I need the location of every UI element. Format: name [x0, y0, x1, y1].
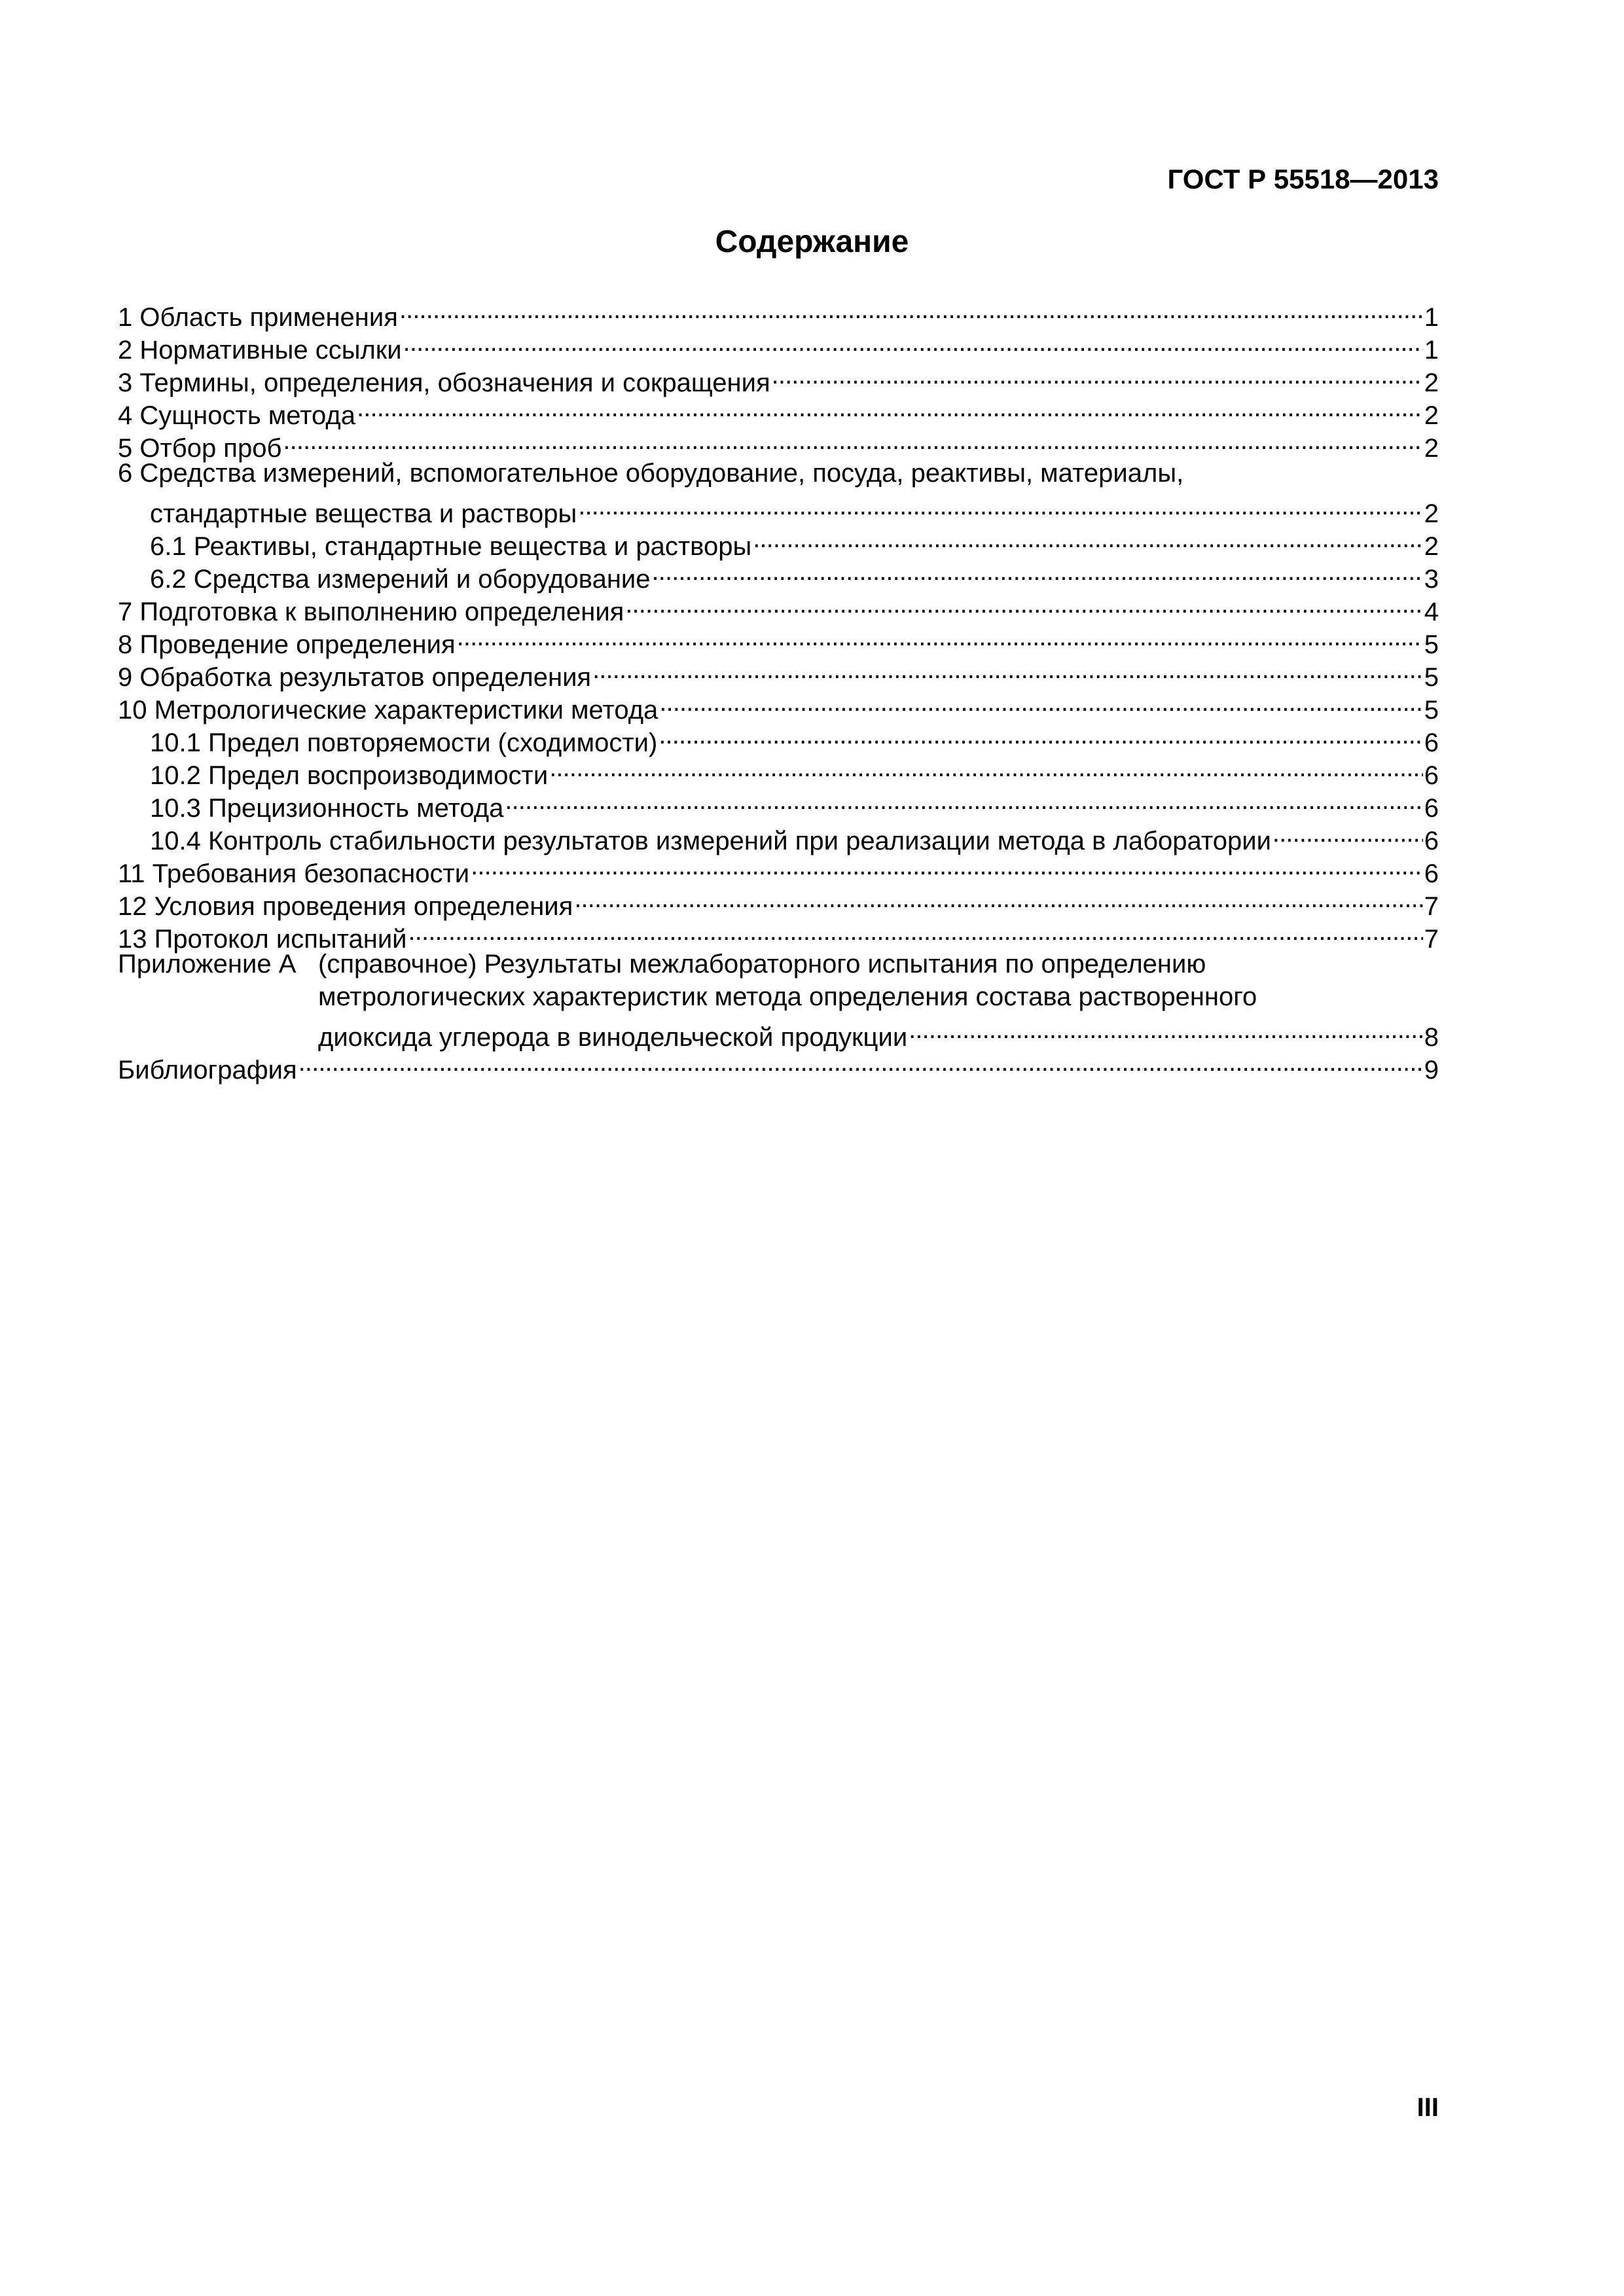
toc-entry-label: 3 Термины, определения, обозначения и сокращения [118, 368, 770, 397]
appendix-line [318, 1013, 1439, 1052]
dot-leader [625, 588, 1422, 620]
toc-entry-page: 7 [1424, 925, 1439, 954]
toc-entry-page: 2 [1424, 434, 1439, 463]
dot-leader [909, 1013, 1423, 1046]
appendix-line [318, 980, 1439, 1013]
dot-leader [399, 293, 1423, 326]
toc-entry-label: 11 Требования безопасности [118, 859, 470, 888]
toc-entry-label: 10.3 Прецизионность метода [150, 794, 504, 823]
toc-entry-label: 9 Обработка результатов определения [118, 663, 592, 692]
toc-entry-page: 2 [1424, 368, 1439, 397]
toc-entry-label: 6 Средства измерений, вспомогательное оборудование, посуда, реактивы, материалы, [118, 459, 1184, 488]
dot-leader [298, 1046, 1423, 1079]
toc-entry-label: 5 Отбор проб [118, 434, 282, 463]
toc-entry[interactable] [118, 457, 1439, 490]
toc-entry-page: 7 [1424, 892, 1439, 921]
toc-entry-label: 13 Протокол испытаний [118, 925, 407, 954]
toc-entry-page: 9 [1424, 1056, 1439, 1085]
dot-leader [574, 882, 1422, 915]
toc-entry-label: 1 Область применения [118, 303, 398, 332]
dot-leader [592, 653, 1423, 686]
appendix-line-3: диоксида углерода в винодельческой продукции [318, 1023, 908, 1052]
dot-leader [549, 751, 1423, 784]
dot-leader [403, 326, 1423, 359]
dot-leader [283, 424, 1422, 457]
dot-leader [471, 850, 1423, 882]
appendix-line-2: метрологических характеристик метода определения состава растворенного [318, 982, 1257, 1011]
toc-entry-page: 6 [1424, 827, 1439, 855]
toc-entry-label: 6.1 Реактивы, стандартные вещества и растворы [150, 532, 752, 561]
dot-leader [408, 915, 1423, 948]
dot-leader [457, 620, 1423, 653]
dot-leader [357, 391, 1423, 424]
toc-entry[interactable] [118, 293, 1439, 332]
appendix-body [318, 948, 1439, 1052]
toc-entry-page: 2 [1424, 401, 1439, 430]
toc-entry-label: 8 Проведение определения [118, 630, 456, 659]
toc-entry-label: 6.2 Средства измерений и оборудование [150, 565, 651, 594]
toc-entry-page: 5 [1424, 663, 1439, 692]
toc-entry-continuation[interactable] [118, 490, 1439, 528]
toc-entry-page: 8 [1424, 1023, 1439, 1052]
dot-leader [659, 719, 1422, 751]
dot-leader [652, 555, 1423, 588]
dot-leader [1272, 817, 1423, 850]
toc-entry-label: 7 Подготовка к выполнению определения [118, 598, 624, 626]
appendix-line [318, 948, 1439, 980]
toc-entry-page: 2 [1424, 532, 1439, 561]
toc-entry-page: 6 [1424, 728, 1439, 757]
appendix-lead: Приложение А [118, 950, 297, 978]
toc-entry-page: 1 [1424, 336, 1439, 365]
toc-entry-label: 12 Условия проведения определения [118, 892, 573, 921]
page-number: III [1416, 2093, 1439, 2122]
dot-leader [659, 686, 1422, 719]
dot-leader [753, 522, 1423, 555]
toc-entry-page: 6 [1424, 761, 1439, 790]
toc-entry-label: 10.2 Предел воспроизводимости [150, 761, 549, 790]
toc-entry-label: 10 Метрологические характеристики метода [118, 696, 659, 725]
table-of-contents [118, 293, 1439, 1085]
toc-entry-label: 10.4 Контроль стабильности результатов измерений при реализации метода в лаборатории [150, 827, 1271, 855]
toc-entry-label: 2 Нормативные ссылки [118, 336, 402, 365]
toc-bibliography-entry[interactable] [118, 1046, 1439, 1085]
dot-leader [772, 359, 1423, 391]
standard-code: ГОСТ Р 55518—2013 [1167, 164, 1439, 194]
toc-entry-page: 3 [1424, 565, 1439, 594]
toc-entry-page: 6 [1424, 794, 1439, 823]
toc-entry-page: 2 [1424, 499, 1439, 528]
toc-entry-label: 10.1 Предел повторяемости (сходимости) [150, 728, 658, 757]
page-title: Содержание [715, 224, 909, 259]
toc-entry-label: Библиография [118, 1056, 297, 1085]
toc-entry-page: 5 [1424, 630, 1439, 659]
toc-entry-label: 4 Сущность метода [118, 401, 356, 430]
toc-entry-page: 1 [1424, 303, 1439, 332]
toc-entry-page: 6 [1424, 859, 1439, 888]
dot-leader [578, 490, 1423, 522]
dot-leader [505, 784, 1422, 817]
toc-entry-page: 5 [1424, 696, 1439, 725]
toc-appendix-entry[interactable] [118, 948, 1439, 1052]
toc-entry[interactable] [118, 424, 1439, 463]
toc-entry-label-cont: стандартные вещества и растворы [150, 499, 577, 528]
toc-entry-page: 4 [1424, 598, 1439, 626]
appendix-line-1: (справочное) Результаты межлабораторного испытания по определению [318, 950, 1206, 978]
